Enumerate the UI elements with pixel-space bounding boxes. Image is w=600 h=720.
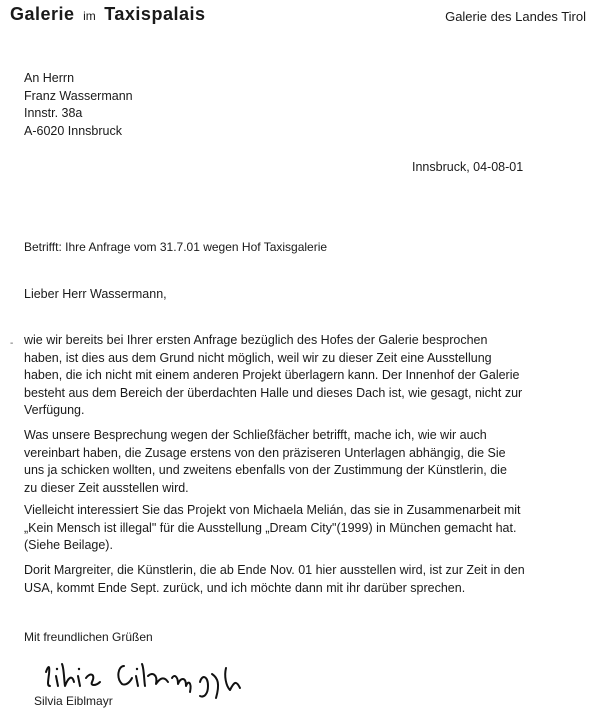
- paragraph-line: wie wir bereits bei Ihrer ersten Anfrage bezüglich des Hofes der Galerie besprochen: [24, 333, 488, 347]
- letter-date: Innsbruck, 04-08-01: [412, 160, 524, 174]
- paragraph-line: Verfügung.: [24, 403, 85, 417]
- address-line: Franz Wassermann: [24, 88, 133, 103]
- paragraph-line: zu dieser Zeit ausstellen wird.: [24, 480, 189, 495]
- body-paragraph-2: [24, 427, 584, 497]
- paragraph-line: haben, die ich nicht mit einem anderen Projekt überlagern kann. Der Innenhof der Galerie: [24, 368, 520, 382]
- body-paragraph-1: [24, 332, 584, 420]
- paragraph-line: uns ja schicken wollten, und zweitens ebenfalls von der Zustimmung der Künstlerin, die: [24, 463, 507, 477]
- salutation: Lieber Herr Wassermann,: [24, 287, 167, 301]
- paragraph-line: haben, ist dies aus dem Grund nicht möglich, weil wir zu dieser Zeit eine Ausstellung: [24, 350, 492, 365]
- letterhead-word-im: im: [83, 9, 96, 23]
- paragraph-line: Was unsere Besprechung wegen der Schließfächer betrifft, mache ich, wie wir auch: [24, 428, 487, 442]
- margin-mark: ‑: [10, 338, 14, 349]
- address-line: A-6020 Innsbruck: [24, 123, 122, 138]
- address-line: An Herrn: [24, 71, 75, 85]
- address-line: Innstr. 38a: [24, 106, 83, 120]
- letterhead-word-taxispalais: Taxispalais: [104, 4, 206, 24]
- paragraph-line: vereinbart haben, die Zusage erstens von den präziseren Unterlagen abhängig, die Sie: [24, 445, 506, 460]
- paragraph-line: Vielleicht interessiert Sie das Projekt von Michaela Melián, das sie in Zusammenarbeit mit: [24, 503, 521, 517]
- paragraph-line: besteht aus dem Bereich der überdachten Halle und dieses Dach ist, wie gesagt, nicht zur: [24, 385, 523, 400]
- paragraph-line: USA, kommt Ende Sept. zurück, und ich möchte dann mit ihr darüber sprechen.: [24, 580, 466, 595]
- handwritten-signature: [40, 652, 280, 700]
- paragraph-line: Dorit Margreiter, die Künstlerin, die ab Ende Nov. 01 hier ausstellen wird, ist zur Zeit in den: [24, 563, 525, 577]
- closing-greeting: Mit freundlichen Grüßen: [24, 630, 153, 644]
- paragraph-line: „Kein Mensch ist illegal" für die Ausstellung „Dream City"(1999) in München gemacht hat.: [24, 520, 517, 535]
- recipient-address: [24, 70, 133, 140]
- body-paragraph-4: [24, 562, 584, 597]
- subject-line: Betrifft: Ihre Anfrage vom 31.7.01 wegen Hof Taxisgalerie: [24, 240, 328, 254]
- signer-name: Silvia Eiblmayr: [34, 694, 113, 708]
- gallery-letterhead: [10, 4, 205, 25]
- letterhead-word-galerie: Galerie: [10, 4, 75, 24]
- letterhead-right: Galerie des Landes Tirol: [445, 9, 586, 24]
- paragraph-line: (Siehe Beilage).: [24, 538, 113, 552]
- body-paragraph-3: [24, 502, 584, 555]
